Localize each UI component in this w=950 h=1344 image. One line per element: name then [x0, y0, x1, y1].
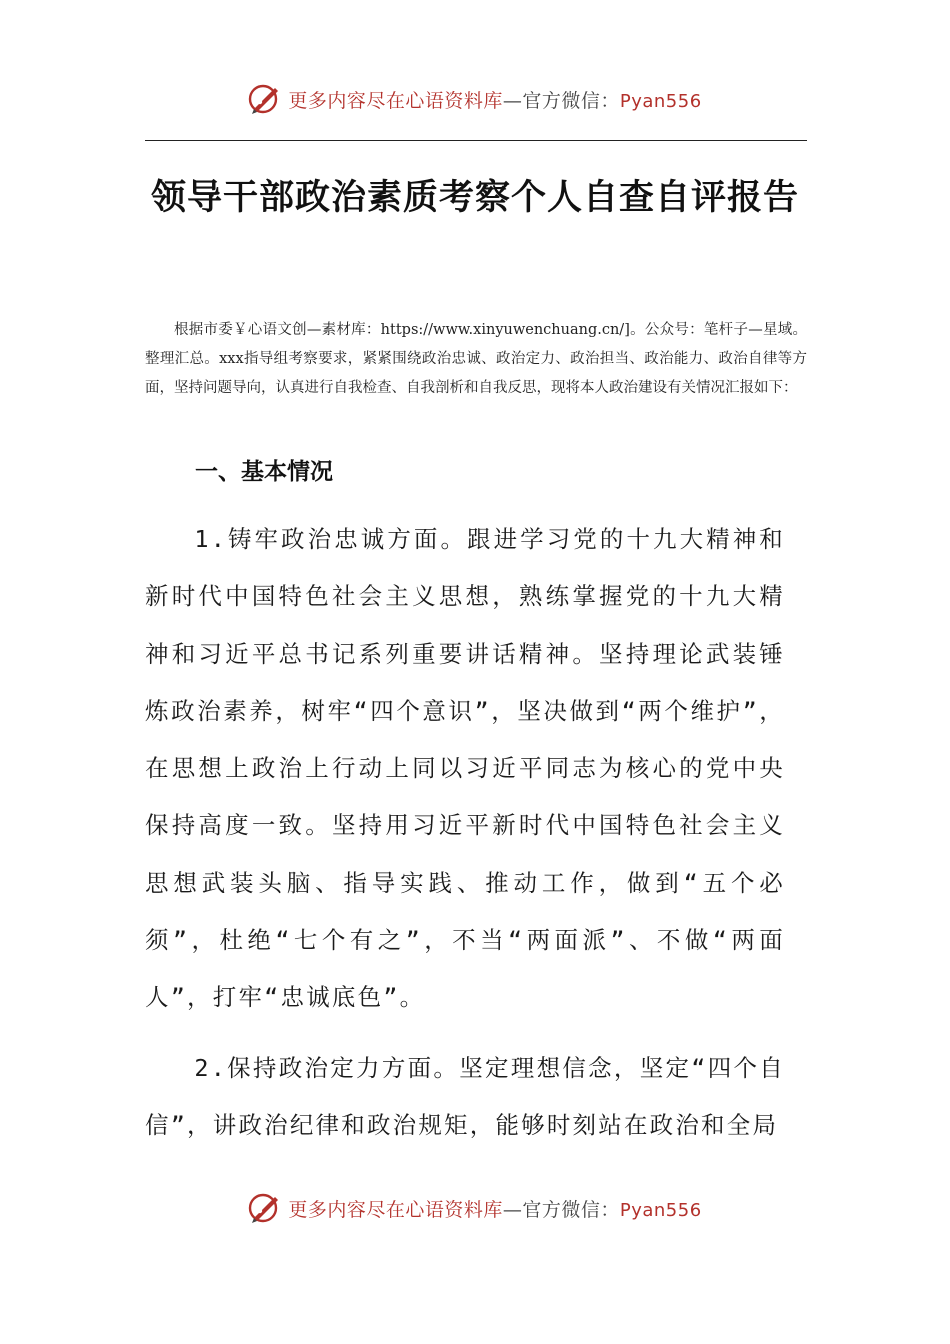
footer-banner-main: 更多内容尽在心语资料库 — [288, 1198, 503, 1221]
header-banner-wechat-id: Pyan556 — [619, 90, 702, 112]
footer-banner-dash: — — [502, 1198, 523, 1221]
header-banner-official-label: 官方微信： — [522, 89, 620, 112]
section-heading: 一、基本情况 — [195, 459, 333, 485]
header-banner — [0, 82, 950, 116]
document-title: 领导干部政治素质考察个人自查自评报告 — [150, 177, 799, 218]
body-paragraph-1: 1.铸牢政治忠诚方面。跟进学习党的十九大精神和新时代中国特色社会主义思想，熟练掌握党的十九大精神和习近平总书记系列重要讲话精神。坚持理论武装锤炼政治素养，树牢“四个意识”，坚决做到“两个维护”，在思想上政治上行动上同以习近平同志为核心的党中央保持高度一致。坚持用习近平新时代中国特色社会主义思想武装头脑、指导实践、推动工作，做到“五个必须”，杜绝“七个有之”，不当“两面派”、不做“两面人”，打牢“忠诚底色”。 — [145, 525, 785, 1012]
header-divider — [145, 140, 807, 141]
header-banner-main: 更多内容尽在心语资料库 — [288, 89, 503, 112]
header-banner-dash: — — [502, 89, 523, 112]
footer-banner-official-label: 官方微信： — [522, 1198, 620, 1221]
header-banner-text — [288, 86, 701, 113]
intro-paragraph: 根据市委￥心语文创—素材库：https://www.xinyuwenchuang.cn/]。公众号：笔杆子—星域。整理汇总。xxx指导组考察要求，紧紧围绕政治忠诚、政治定力、政治担当、政治能力、政治自律等方面，坚持问题导向，认真进行自我检查、自我剖析和自我反思，现将本人政治建设有关情况汇报如下： — [145, 322, 807, 396]
pen-logo-icon — [248, 1191, 282, 1225]
body-paragraph-2: 2.保持政治定力方面。坚定理想信念，坚定“四个自信”，讲政治纪律和政治规矩，能够时刻站在政治和全局 — [145, 1054, 785, 1140]
footer-banner-wechat-id: Pyan556 — [619, 1199, 702, 1221]
pen-logo-icon — [248, 82, 282, 116]
footer-banner — [0, 1191, 950, 1225]
footer-banner-text — [288, 1195, 701, 1222]
